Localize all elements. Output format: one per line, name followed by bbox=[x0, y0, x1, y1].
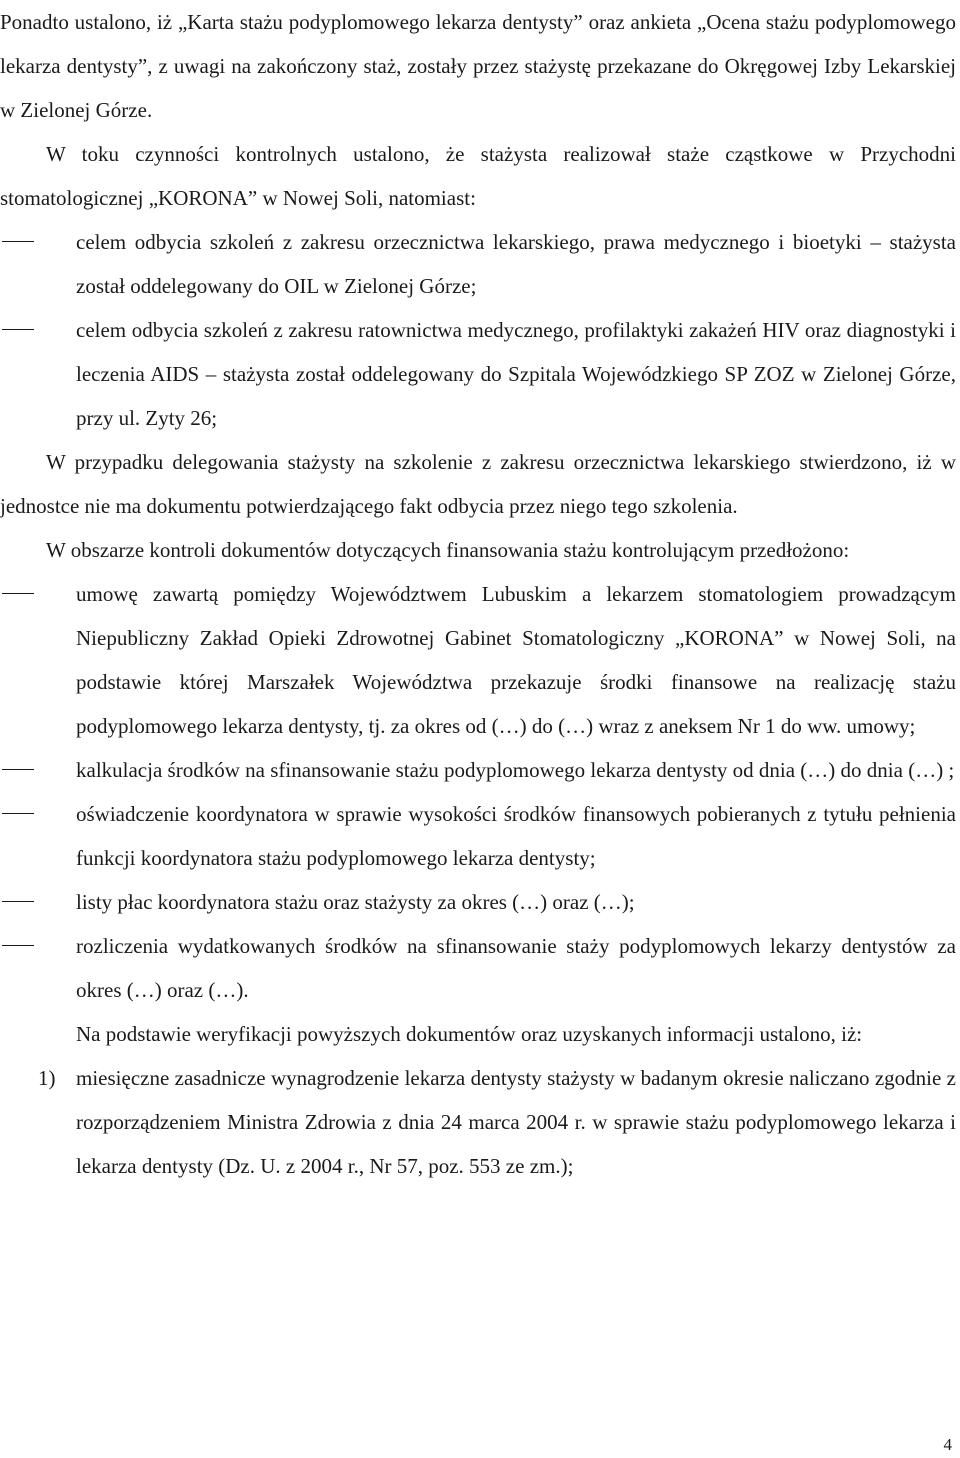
dash-bullet-icon bbox=[2, 945, 34, 946]
list-item bbox=[0, 792, 960, 880]
list-item-text: oświadczenie koordynatora w sprawie wysokości środków finansowych pobieranych z tytułu pełnienia funkcji koordynatora stażu podyplomowego lekarza dentysty; bbox=[76, 802, 956, 870]
paragraph-karta-stazu: Ponadto ustalono, iż „Karta stażu podyplomowego lekarza dentysty” oraz ankieta „Ocena stażu podyplomowego lekarza dentysty”, z uwagi na zakończony staż, zostały przez stażystę przekazane do Okręgowej Izby Lekarskiej w Zielonej Górze. bbox=[0, 10, 956, 122]
dash-bullet-icon bbox=[2, 241, 34, 242]
list-item bbox=[0, 220, 960, 308]
list-item-text: listy płac koordynatora stażu oraz stażysty za okres (…) oraz (…); bbox=[76, 890, 635, 914]
paragraph-finansowanie: W obszarze kontroli dokumentów dotyczących finansowania stażu kontrolującym przedłożono: bbox=[46, 538, 850, 562]
page-number: 4 bbox=[943, 1435, 952, 1454]
dash-bullet-icon bbox=[2, 813, 34, 814]
documents-list bbox=[0, 572, 960, 1012]
findings-list bbox=[0, 1056, 960, 1188]
dash-bullet-icon bbox=[2, 901, 34, 902]
list-item bbox=[0, 308, 960, 440]
list-item-number: 1) bbox=[38, 1066, 56, 1090]
dash-bullet-icon bbox=[2, 769, 34, 770]
dash-bullet-icon bbox=[2, 593, 34, 594]
list-item bbox=[0, 748, 960, 792]
list-item-text: kalkulacja środków na sfinansowanie stażu podyplomowego lekarza dentysty od dnia (…) do dnia (…) ; bbox=[76, 758, 955, 782]
dash-bullet-icon bbox=[2, 329, 34, 330]
list-item bbox=[0, 924, 960, 1012]
paragraph-weryfikacja: Na podstawie weryfikacji powyższych dokumentów oraz uzyskanych informacji ustalono, iż: bbox=[76, 1022, 863, 1046]
paragraph-delegowanie: W przypadku delegowania stażysty na szkolenie z zakresu orzecznictwa lekarskiego stwierdzono, iż w jednostce nie ma dokumentu potwierdzającego fakt odbycia przez niego tego szkolenia. bbox=[0, 450, 956, 518]
delegation-list bbox=[0, 220, 960, 440]
list-item-text: umowę zawartą pomiędzy Województwem Lubuskim a lekarzem stomatologiem prowadzącym Niepubliczny Zakład Opieki Zdrowotnej Gabinet Stomatologiczny „KORONA” w Nowej Soli, na podstawie której Marszałek Województwa przekazuje środki finansowe na realizację stażu podyplomowego lekarza dentysty, tj. za okres od (…) do (…) wraz z aneksem Nr 1 do ww. umowy; bbox=[76, 582, 956, 738]
list-item-text: celem odbycia szkoleń z zakresu ratownictwa medycznego, profilaktyki zakażeń HIV oraz diagnostyki i leczenia AIDS – stażysta został oddelegowany do Szpitala Wojewódzkiego SP ZOZ w Zielonej Górze, przy ul. Zyty 26; bbox=[76, 318, 956, 430]
list-item bbox=[0, 1056, 960, 1188]
list-item bbox=[0, 880, 960, 924]
list-item-text: miesięczne zasadnicze wynagrodzenie lekarza dentysty stażysty w badanym okresie naliczano zgodnie z rozporządzeniem Ministra Zdrowia z dnia 24 marca 2004 r. w sprawie stażu podyplomowego lekarza i lekarza dentysty (Dz. U. z 2004 r., Nr 57, poz. 553 ze zm.); bbox=[76, 1066, 956, 1178]
paragraph-czynnosci-kontrolne: W toku czynności kontrolnych ustalono, że stażysta realizował staże cząstkowe w Przychodni stomatologicznej „KORONA” w Nowej Soli, natomiast: bbox=[0, 142, 956, 210]
list-item-text: celem odbycia szkoleń z zakresu orzecznictwa lekarskiego, prawa medycznego i bioetyki – stażysta został oddelegowany do OIL w Zielonej Górze; bbox=[76, 230, 956, 298]
list-item bbox=[0, 572, 960, 748]
list-item-text: rozliczenia wydatkowanych środków na sfinansowanie staży podyplomowych lekarzy dentystów za okres (…) oraz (…). bbox=[76, 934, 956, 1002]
